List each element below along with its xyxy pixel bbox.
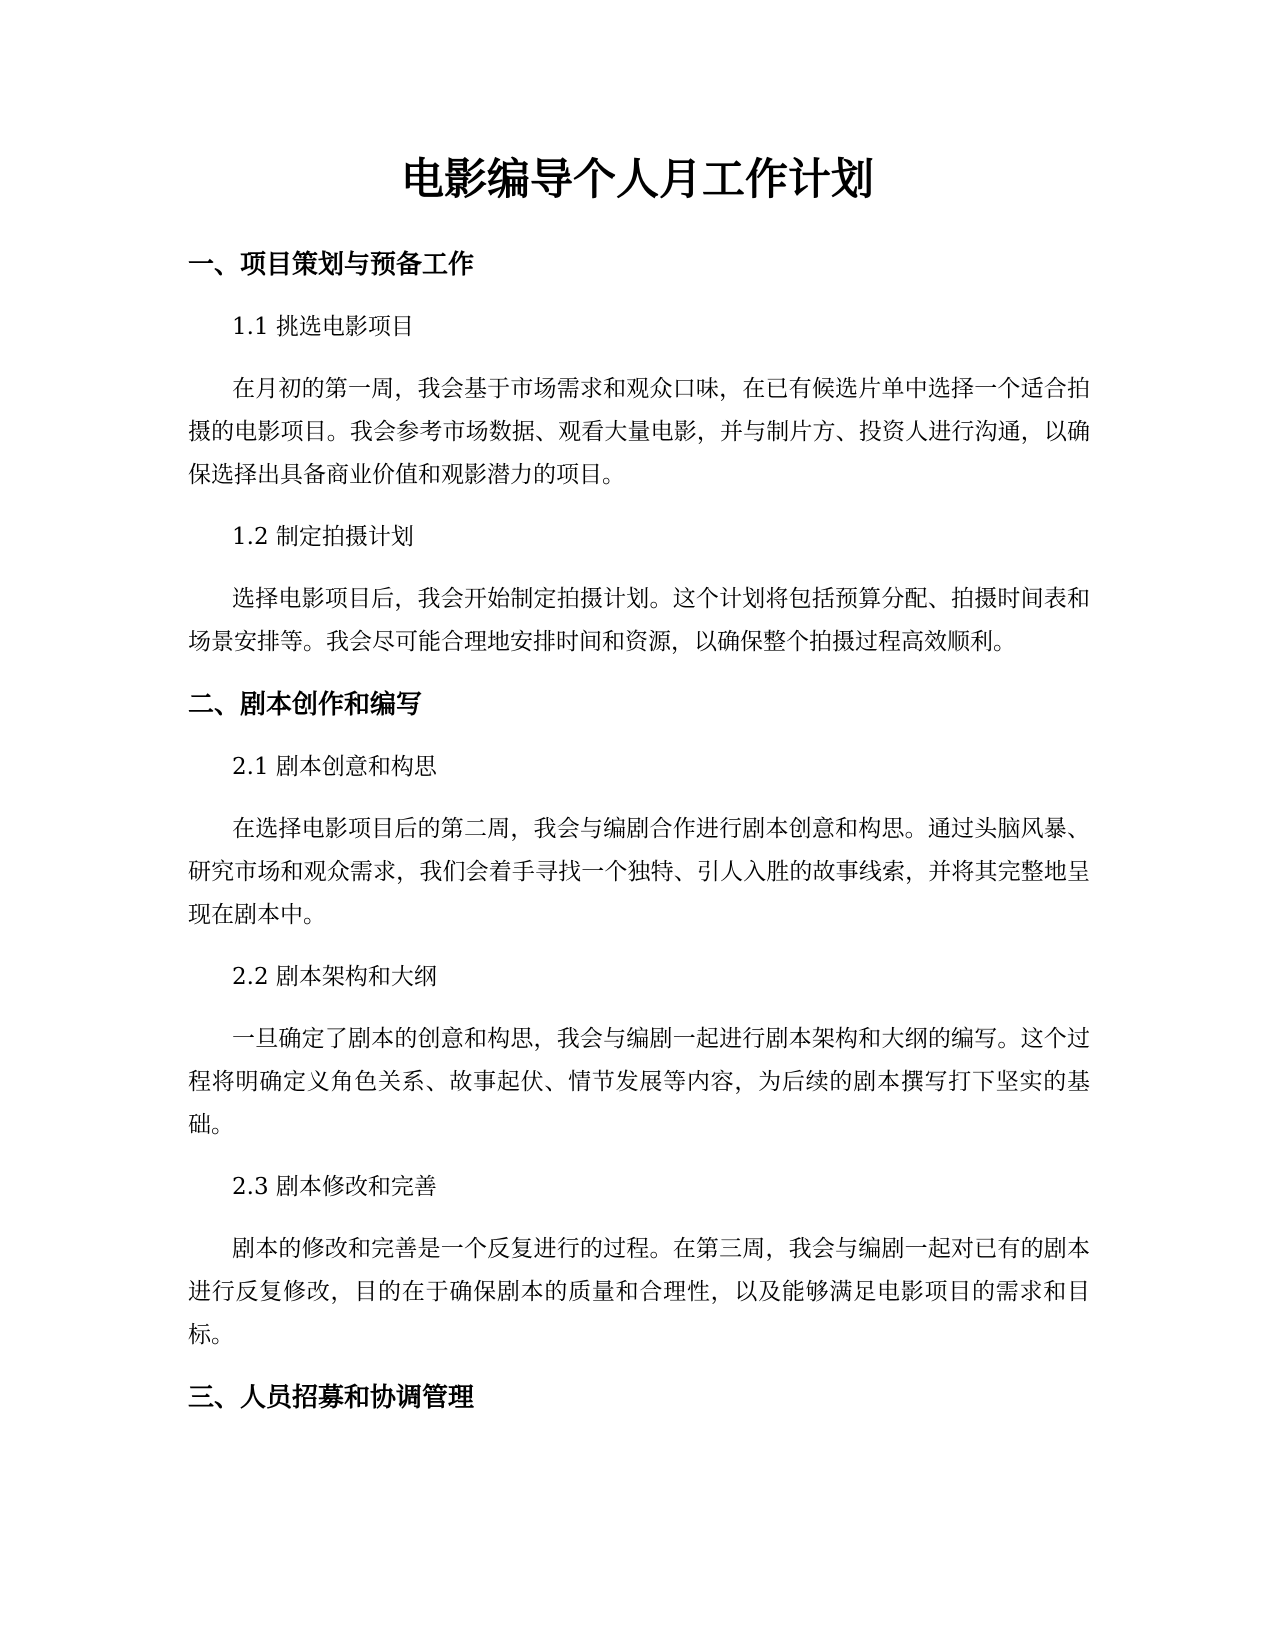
- subsection-title: 1.1 挑选电影项目: [232, 314, 414, 340]
- subsection-title: 1.2 制定拍摄计划: [232, 524, 414, 550]
- paragraph: 在月初的第一周，我会基于市场需求和观众口味，在已有候选片单中选择一个适合拍摄的电影项目。我会参考市场数据、观看大量电影，并与制片方、投资人进行沟通，以确保选择出具备商业价值和观影潜力的项目。: [188, 376, 1090, 488]
- paragraph: 选择电影项目后，我会开始制定拍摄计划。这个计划将包括预算分配、拍摄时间表和场景安排等。我会尽可能合理地安排时间和资源，以确保整个拍摄过程高效顺利。: [188, 586, 1090, 655]
- subsection-title: 2.2 剧本架构和大纲: [232, 964, 437, 990]
- document-title: 电影编导个人月工作计划: [401, 155, 874, 205]
- subsection-title: 2.3 剧本修改和完善: [232, 1174, 437, 1200]
- document-body: [188, 243, 1090, 1439]
- paragraph: 在选择电影项目后的第二周，我会与编剧合作进行剧本创意和构思。通过头脑风暴、研究市场和观众需求，我们会着手寻找一个独特、引人入胜的故事线索，并将其完整地呈现在剧本中。: [188, 816, 1090, 928]
- paragraph: 一旦确定了剧本的创意和构思，我会与编剧一起进行剧本架构和大纲的编写。这个过程将明确定义角色关系、故事起伏、情节发展等内容，为后续的剧本撰写打下坚实的基础。: [188, 1026, 1090, 1138]
- section-heading: 二、剧本创作和编写: [188, 690, 423, 720]
- section-heading: 三、人员招募和协调管理: [188, 1383, 475, 1413]
- paragraph: 剧本的修改和完善是一个反复进行的过程。在第三周，我会与编剧一起对已有的剧本进行反复修改，目的在于确保剧本的质量和合理性，以及能够满足电影项目的需求和目标。: [188, 1236, 1090, 1348]
- subsection-title: 2.1 剧本创意和构思: [232, 754, 437, 780]
- section-heading: 一、项目策划与预备工作: [188, 250, 475, 280]
